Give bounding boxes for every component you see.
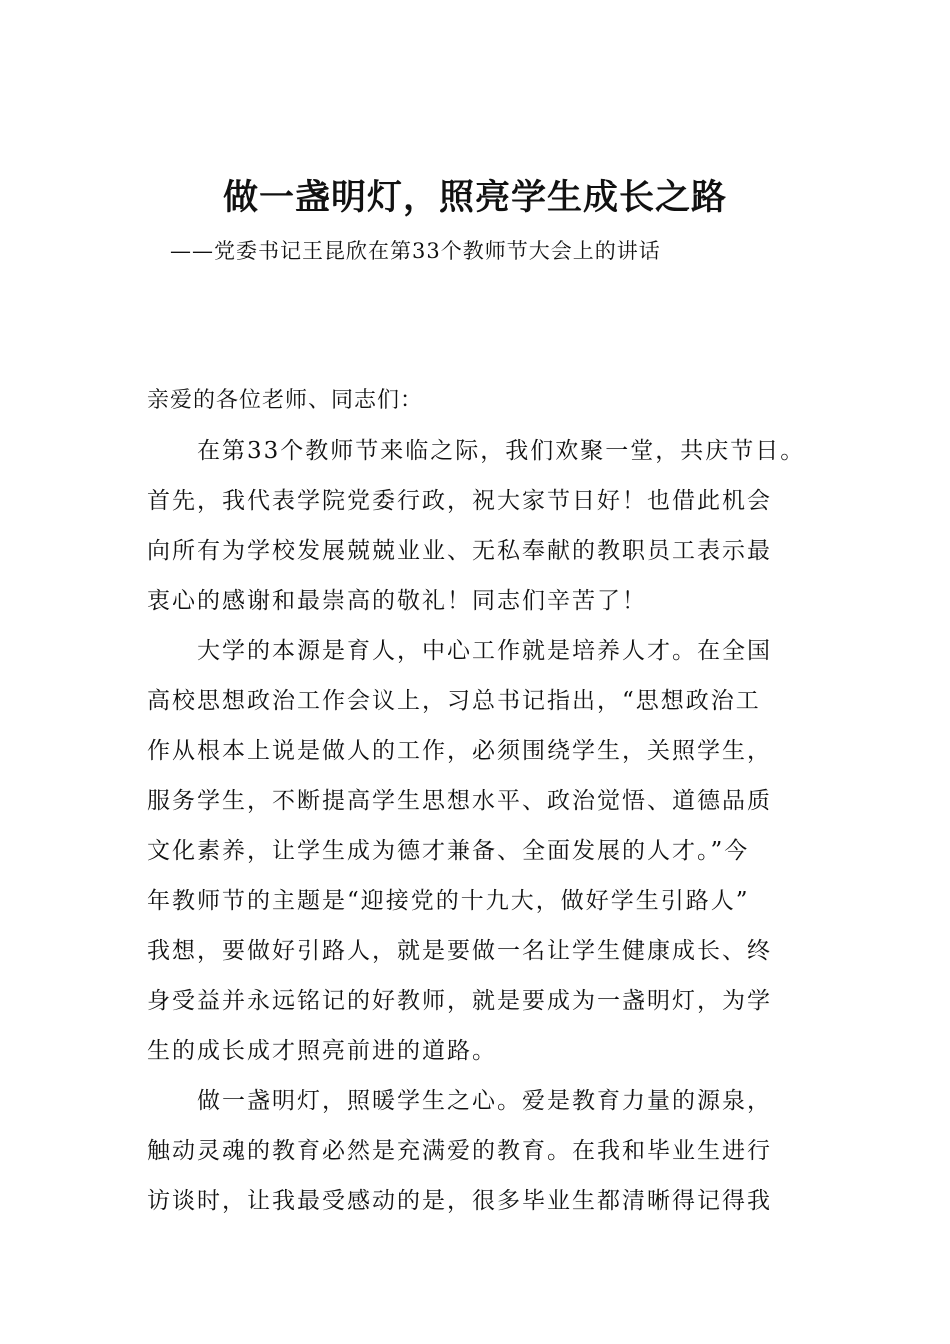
paragraph-line: 我想，要做好引路人，就是要做一名让学生健康成长、终 <box>147 938 772 964</box>
paragraph-line: 向所有为学校发展兢兢业业、无私奉献的教职员工表示最 <box>147 538 772 564</box>
paragraph-1 <box>147 433 827 633</box>
paragraph-line: 触动灵魂的教育必然是充满爱的教育。在我和毕业生进行 <box>147 1138 772 1164</box>
paragraph-2 <box>147 633 827 1083</box>
paragraph-line: 身受益并永远铭记的好教师，就是要成为一盏明灯，为学 <box>147 988 772 1014</box>
document-title: 做一盏明灯，照亮学生成长之路 <box>222 177 727 218</box>
paragraph-line: 服务学生，不断提高学生思想水平、政治觉悟、道德品质 <box>147 788 772 814</box>
paragraph-line: 作从根本上说是做人的工作，必须围绕学生，关照学生， <box>147 738 772 764</box>
paragraph-line: 大学的本源是育人，中心工作就是培养人才。在全国 <box>197 638 772 664</box>
greeting-line: 亲爱的各位老师、同志们： <box>147 388 424 413</box>
paragraph-line: 在第33个教师节来临之际，我们欢聚一堂，共庆节日。 <box>197 438 806 464</box>
paragraph-line: 生的成长成才照亮前进的道路。 <box>147 1038 497 1064</box>
document-subtitle: ——党委书记王昆欣在第33个教师节大会上的讲话 <box>170 239 661 263</box>
paragraph-line: 衷心的感谢和最崇高的敬礼！同志们辛苦了！ <box>147 588 647 614</box>
paragraph-3 <box>147 1083 827 1233</box>
document-body <box>147 433 827 1233</box>
paragraph-line: 访谈时，让我最受感动的是，很多毕业生都清晰得记得我 <box>147 1188 772 1214</box>
paragraph-line: 高校思想政治工作会议上，习总书记指出，“思想政治工 <box>147 688 761 714</box>
paragraph-line: 做一盏明灯，照暖学生之心。爱是教育力量的源泉， <box>197 1088 772 1114</box>
paragraph-line: 文化素养，让学生成为德才兼备、全面发展的人才。”今 <box>147 838 750 864</box>
paragraph-line: 年教师节的主题是“迎接党的十九大，做好学生引路人” <box>147 888 750 914</box>
paragraph-line: 首先，我代表学院党委行政，祝大家节日好！也借此机会 <box>147 488 772 514</box>
